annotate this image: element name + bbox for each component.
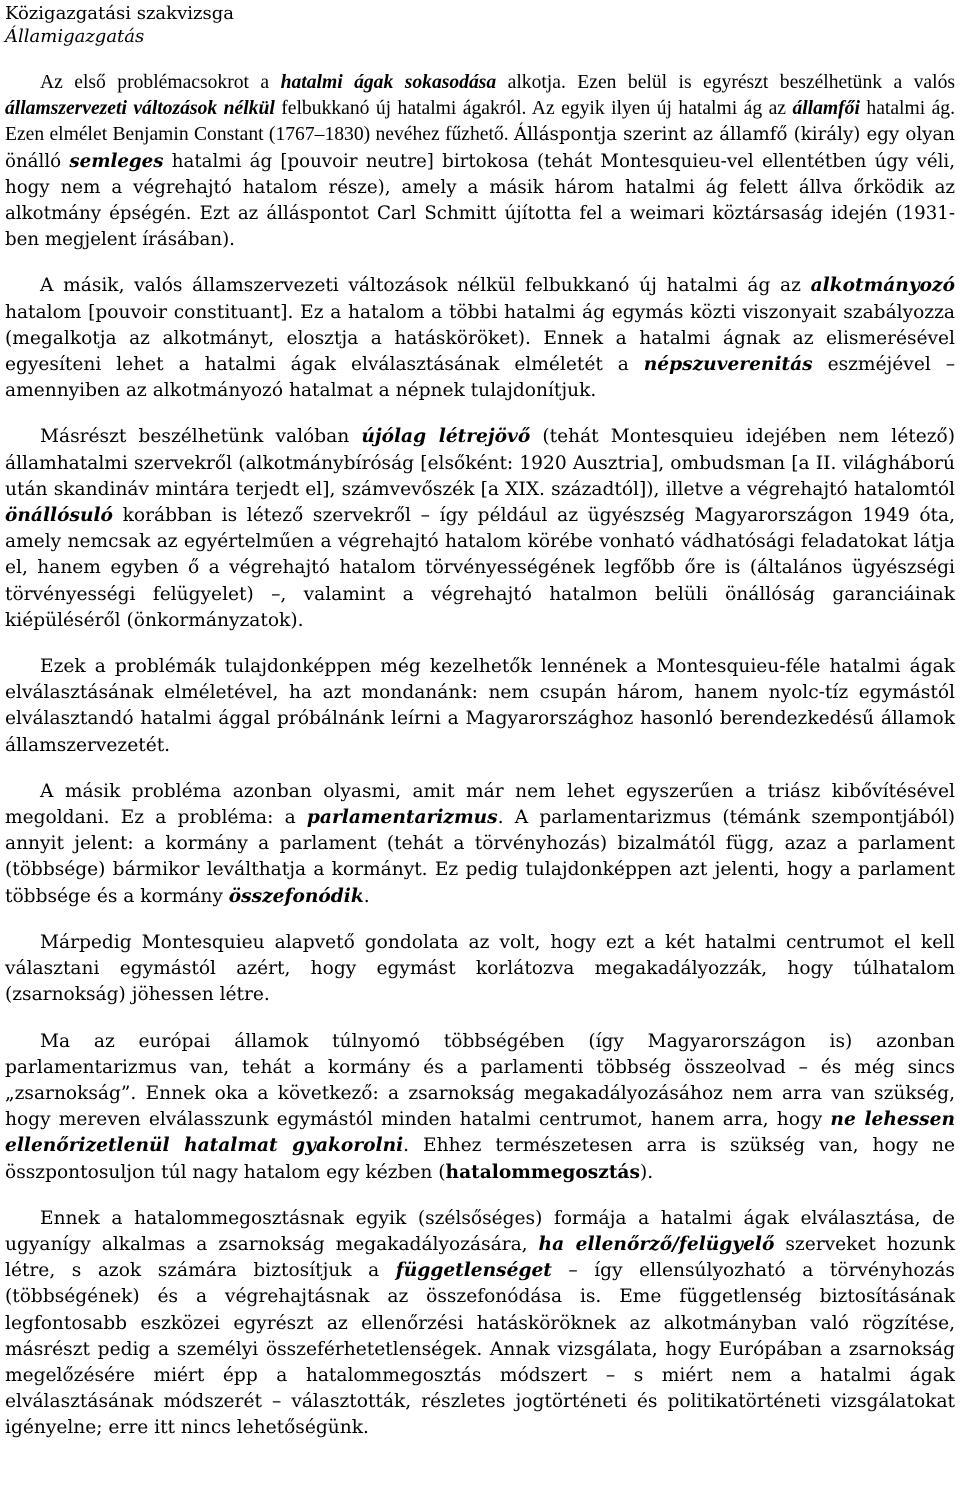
emphasis: népszuverenitás <box>643 354 813 376</box>
emphasis: ha ellenőrző/felügyelő <box>538 1233 775 1255</box>
paragraph-7 <box>5 1029 955 1186</box>
text-run: korábban is létező szervekről – így például az ügyészség Magyarországon 1949 óta, amely nemcsak az egyértelműen a végrehajtó hatalom körébe vonható vádhatósági feladatokat látja el, hanem egyben ő a végrehajtó hatalom törvényességének legfőbb őre is (általános ügyészségi törvényességi felügyelet) –, valamint a végrehajtó hatalmon belüli önállóság garanciáinak kiépüléséről (önkormányzatok). <box>5 505 955 631</box>
document-header <box>5 2 234 48</box>
text-run: . <box>363 885 370 907</box>
paragraph-4 <box>5 654 955 759</box>
emphasis: államfői <box>792 98 860 120</box>
text-run: szerveket hozunk létre, s azok számára biztosítjuk a <box>5 1233 955 1282</box>
document-subtitle: Államigazgatás <box>5 26 145 47</box>
emphasis: függetlenséget <box>395 1260 552 1282</box>
text-run: A másik probléma azonban olyasmi, amit már nem lehet egyszerűen a triász kibővítésével megoldani. Ez a probléma: a <box>5 780 955 829</box>
text-run: Az első problémacsokrot a <box>40 72 281 93</box>
text-run: . Ehhez természetesen arra is szükség van, hogy ne összpontosuljon túl nagy hatalom egy kézben ( <box>5 1135 955 1183</box>
text-run: Ennek a hatalommegosztásnak egyik (szélsőséges) formája a hatalmi ágak elválasztása, de ugyanígy alkalmas a zsarnokság megakadályozására, <box>5 1207 955 1255</box>
document-title: Közigazgatási szakvizsga <box>5 3 234 24</box>
emphasis: hatalommegosztás <box>445 1161 640 1183</box>
emphasis: összefonódik <box>228 885 364 907</box>
text-run: felbukkanó új hatalmi ágakról. Az egyik ilyen új hatalmi ág az <box>274 98 793 120</box>
text-run: hatalmi ág. Ezen elmélet Benjamin Constant (1767–1830) nevéhez fűzhető. <box>5 98 956 146</box>
text-run: eszméjével – amennyiben az alkotmányozó hatalmat a népnek tulajdonítjuk. <box>5 354 955 402</box>
emphasis: újólag létrejövő <box>361 426 531 448</box>
paragraph-2 <box>5 273 955 404</box>
text-run: Márpedig Montesquieu alapvető gondolata az volt, hogy ezt a két hatalmi centrumot el kell választani egymástól azért, hogy egymást korlátozva megakadályozzák, hogy túlhatalom (zsarnokság) jöhessen létre. <box>5 931 955 1006</box>
text-run: alkotja. Ezen belül is egyrészt beszélhetünk a valós <box>496 72 955 93</box>
emphasis: államszervezeti változások nélkül <box>5 98 275 120</box>
document-body <box>5 70 955 1462</box>
text-run: (tehát Montesquieu idejében nem létező) államhatalmi szervekről (alkotmánybíróság [elsőként: 1920 Ausztria], ombudsman [a II. világháború után skandináv mintára terjedt el], számvevőszék [a XIX. századtól]), illetve a végrehajtó hatalomtól <box>5 426 955 500</box>
text-run: Másrészt beszélhetünk valóban <box>40 426 362 448</box>
emphasis: parlamentarizmus <box>306 807 498 829</box>
paragraph-5 <box>5 779 955 910</box>
emphasis: önállósuló <box>5 505 113 527</box>
paragraph-8 <box>5 1206 955 1442</box>
text-run: . A parlamentarizmus (témánk szempontjából) annyit jelent: a kormány a parlament (tehát a törvényhozás) bizalmától függ, azaz a parlament (többsége) bármikor leválthatja a kormányt. Ez pedig tulajdonképpen azt jelenti, hogy a parlament többsége és a kormány <box>5 807 955 907</box>
paragraph-3 <box>5 424 955 634</box>
text-run: – így ellensúlyozható a törvényhozás (többségének) és a végrehajtásnak az összefonódása is. Eme függetlenség biztosításának legfontosabb eszközei egyrészt az ellenőrzési hatásköröknek az alkotmányban való rögzítése, másrészt pedig a személyi összeférhetetlenségek. Annak vizsgálata, hogy Európában a zsarnokság megelőzésére miért épp a hatalommegosztás módszert – s miért nem a hatalmi ágak elválasztásának módszerét – választották, részletes jogtörténeti és politikatörténeti vizsgálatokat igényelne; erre itt nincs lehetőségünk. <box>5 1260 955 1439</box>
text-run: hatalmi ág [pouvoir neutre] birtokosa (tehát Montesquieu-vel ellentétben úgy véli, hogy nem a végrehajtó hatalom része), amely a másik három hatalmi ág felett állva őrködik az alkotmány épségén. Ezt az álláspontot Carl Schmitt újította fel a weimari köztársaság idején (1931-ben megjelent írásában). <box>5 150 956 251</box>
paragraph-6 <box>5 930 955 1009</box>
emphasis: ne lehessen ellenőrizetlenül hatalmat gyakorolni <box>5 1109 955 1157</box>
text-run: ). <box>639 1161 654 1183</box>
emphasis: alkotmányozó <box>810 275 955 297</box>
text-run: hatalom [pouvoir constituant]. Ez a hatalom a többi hatalmi ág egymás közti viszonyait szabályozza (megalkotja az alkotmányt, elosztja a hatásköröket). Ennek a hatalmi ágnak az elismerésével egyesíteni lehet a hatalmi ágak elválasztásának elméletét a <box>5 301 955 376</box>
text-run: Ma az európai államok túlnyomó többségében (így Magyarországon is) azonban parlamentarizmus van, tehát a kormány és a parlamenti többség összeolvad – és még sincs „zsarnokság”. Ennek oka a következő: a zsarnokság megakadályozásához nem arra van szükség, hogy mereven elválasszunk egymástól minden hatalmi centrumot, hanem arra, hogy <box>5 1030 955 1131</box>
paragraph-1 <box>5 70 955 253</box>
text-run: A másik, valós államszervezeti változások nélkül felbukkanó új hatalmi ág az <box>40 275 811 297</box>
text-run: Ezek a problémák tulajdonképpen még kezelhetők lennének a Montesquieu-féle hatalmi ágak elválasztásának elméletével, ha azt mondanánk: nem csupán három, hanem nyolc-tíz egymástól elválasztandó hatalmi ággal próbálnánk leírni a Magyarországhoz hasonló berendezkedésű államok államszervezetét. <box>5 656 955 756</box>
emphasis: semleges <box>69 150 164 172</box>
emphasis: hatalmi ágak sokasodása <box>280 72 497 93</box>
text-run: Álláspontja szerint az államfő (király) egy olyan önálló <box>5 124 955 172</box>
